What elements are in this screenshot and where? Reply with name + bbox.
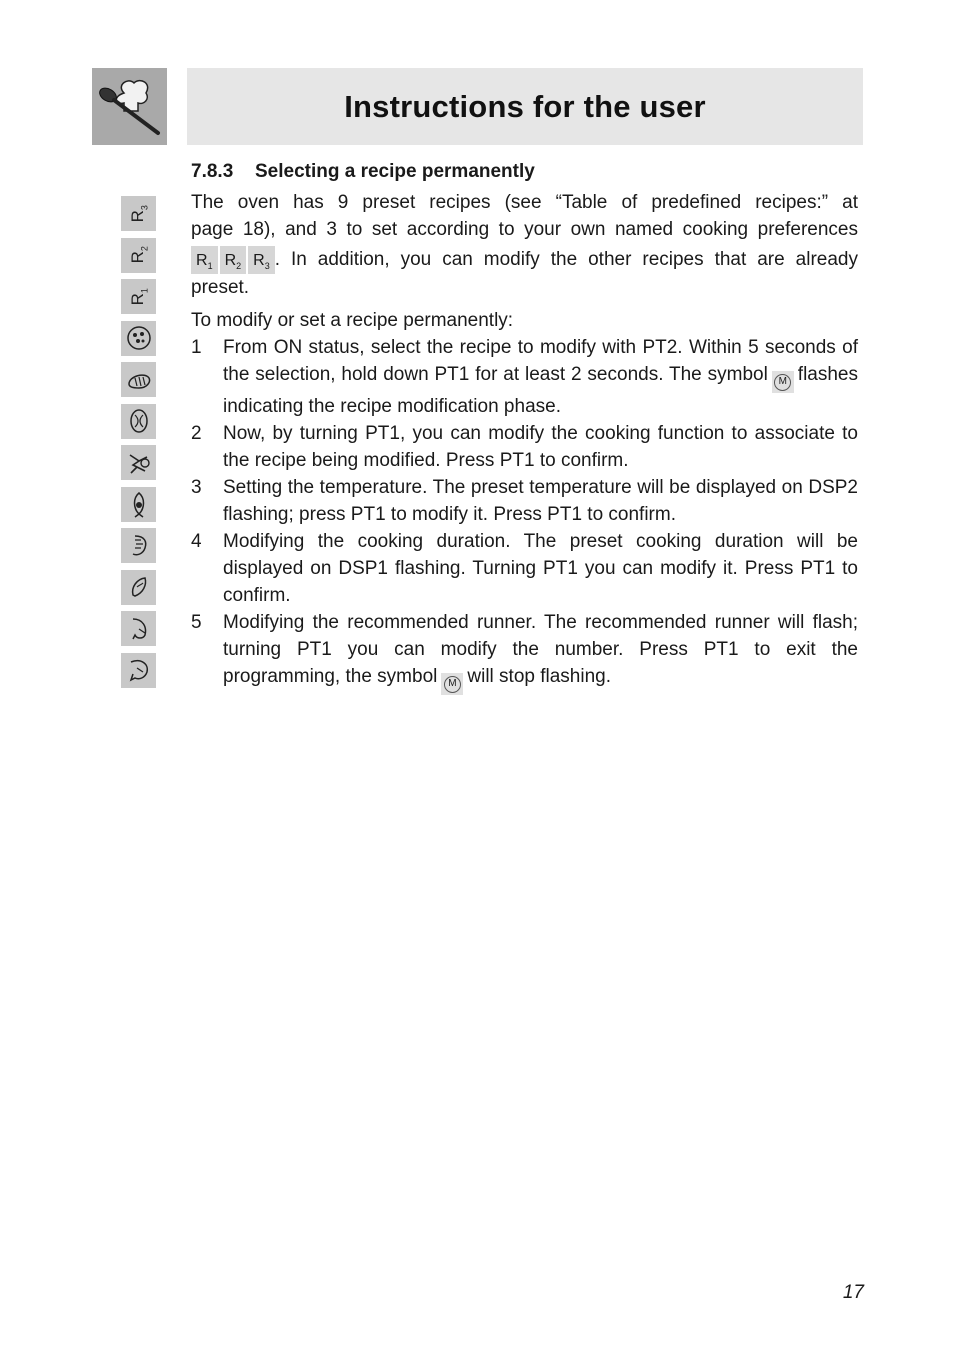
m-symbol-icon: M <box>441 673 463 695</box>
list-item: 4 Modifying the cooking duration. The preset cooking duration will be displayed on DSP1 flashing. Turning PT1 you can modify it. Press PT1 to confirm. <box>191 531 858 606</box>
list-item: 3 Setting the temperature. The preset temperature will be displayed on DSP2 flashing; press PT1 to modify it. Press PT1 to confirm. <box>191 477 858 525</box>
cake-icon <box>121 404 156 439</box>
sidebar-icons <box>121 196 157 694</box>
intro-line-2: page 18), and 3 to set according to your own named cooking preferences <box>191 219 858 240</box>
poultry-icon <box>121 445 156 480</box>
section-title: Selecting a recipe permanently <box>255 161 535 182</box>
title-bar <box>187 68 863 145</box>
recipe-r1-icon: $R_1$ <box>121 279 156 314</box>
recipe-keys <box>191 246 275 274</box>
logo <box>92 68 167 145</box>
m-symbol-icon: M <box>772 371 794 393</box>
list-item: 5 Modifying the recommended runner. The recommended runner will flash; turning PT1 you can modify the number. Press PT1 to exit the programming, the symbol M will stop flashing. <box>191 609 858 695</box>
intro-paragraph <box>191 189 858 301</box>
intro-line-3: $R_1$ $R_2$ $R_3$ . In addition, you can modify the other recipes that are already <box>191 246 858 274</box>
page-number: 17 <box>842 1282 864 1303</box>
recipe-key-r1: $R_1$ <box>191 246 218 274</box>
lamb-icon <box>121 653 156 688</box>
pork-icon <box>121 611 156 646</box>
recipe-r3-icon: $R_3$ <box>121 196 156 231</box>
recipe-key-r2: $R_2$ <box>220 246 247 274</box>
recipe-key-r3: $R_3$ <box>248 246 275 274</box>
steps-lead: To modify or set a recipe permanently: <box>191 310 514 331</box>
pizza-icon <box>121 321 156 356</box>
section-number: 7.8.3 <box>191 161 234 182</box>
intro-line-4: preset. <box>191 277 250 298</box>
bread-icon <box>121 362 156 397</box>
intro-line-1: The oven has 9 preset recipes (see “Table of predefined recipes:” at <box>191 192 858 213</box>
recipe-r2-icon: $R_2$ <box>121 238 156 273</box>
page-title: Instructions for the user <box>344 88 706 124</box>
main-content <box>191 158 858 695</box>
steps-list <box>191 334 858 695</box>
roast-icon <box>121 528 156 563</box>
chicken-icon <box>121 570 156 605</box>
list-item: 2 Now, by turning PT1, you can modify the cooking function to associate to the recipe being modified. Press PT1 to confirm. <box>191 423 858 471</box>
list-item: 1 From ON status, select the recipe to modify with PT2. Within 5 seconds of the selection, hold down PT1 for at least 2 seconds. The symbol M flashes indicating the recipe modification phase. <box>191 337 858 417</box>
fish-icon <box>121 487 156 522</box>
section-heading <box>191 158 858 185</box>
spoon-chef-hat-icon <box>94 71 166 143</box>
